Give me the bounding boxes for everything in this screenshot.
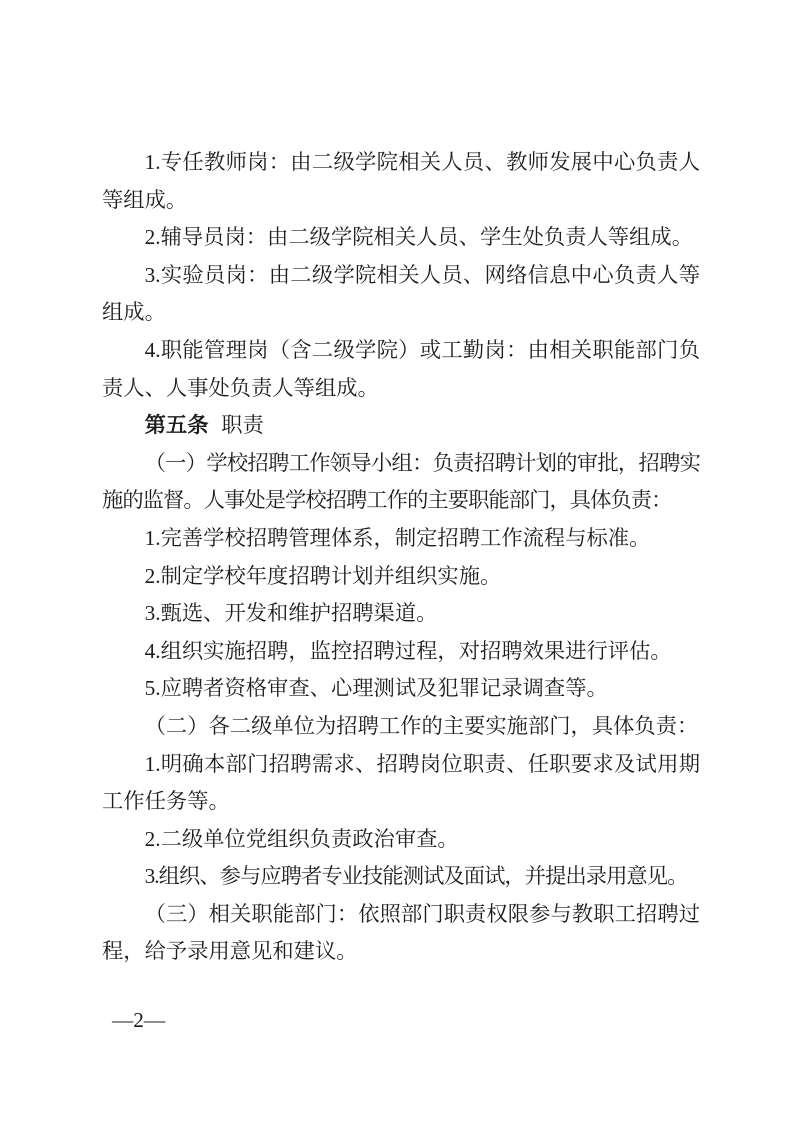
article-5-heading bbox=[102, 407, 700, 445]
paragraph-02-counselor-post: 2.辅导员岗：由二级学院相关人员、学生处负责人等组成。 bbox=[144, 225, 693, 250]
paragraph-12-secondary-units: （二）各二级单位为招聘工作的主要实施部门，具体负责： bbox=[144, 713, 699, 738]
paragraph-01-teacher-post: 1.专任教师岗：由二级学院相关人员、教师发展中心负责人等组成。 bbox=[102, 150, 700, 212]
paragraph-10-duty-4: 4.组织实施招聘，监控招聘过程，对招聘效果进行评估。 bbox=[144, 638, 672, 663]
paragraph-03-lab-post: 3.实验员岗：由二级学院相关人员、网络信息中心负责人等组成。 bbox=[102, 262, 700, 325]
document-body bbox=[102, 144, 700, 971]
paragraph-13-unit-duty-1: 1.明确本部门招聘需求、招聘岗位职责、任职要求及试用期工作任务等。 bbox=[102, 751, 700, 814]
page-number: —2— bbox=[112, 1008, 166, 1032]
article-number: 第五条 bbox=[144, 413, 209, 438]
paragraph-07-duty-1: 1.完善学校招聘管理体系，制定招聘工作流程与标准。 bbox=[144, 525, 651, 550]
paragraph-14-unit-duty-2: 2.二级单位党组织负责政治审查。 bbox=[144, 826, 459, 851]
paragraph-15-unit-duty-3: 3.组织、参与应聘者专业技能测试及面试，并提出录用意见。 bbox=[144, 864, 688, 889]
paragraph-16-functional-depts: （三）相关职能部门：依照部门职责权限参与教职工招聘过程，给予录用意见和建议。 bbox=[102, 901, 700, 964]
paragraph-09-duty-3: 3.甄选、开发和维护招聘渠道。 bbox=[144, 601, 438, 626]
article-title: 职责 bbox=[221, 413, 264, 438]
paragraph-06-leading-group: （一）学校招聘工作领导小组：负责招聘计划的审批，招聘实施的监督。人事处是学校招聘工作的主要职能部门，具体负责： bbox=[102, 450, 700, 513]
paragraph-11-duty-5: 5.应聘者资格审查、心理测试及犯罪记录调查等。 bbox=[144, 676, 608, 701]
paragraph-08-duty-2: 2.制定学校年度招聘计划并组织实施。 bbox=[144, 563, 502, 588]
paragraph-04-admin-post: 4.职能管理岗（含二级学院）或工勤岗：由相关职能部门负责人、人事处负责人等组成。 bbox=[102, 337, 700, 400]
